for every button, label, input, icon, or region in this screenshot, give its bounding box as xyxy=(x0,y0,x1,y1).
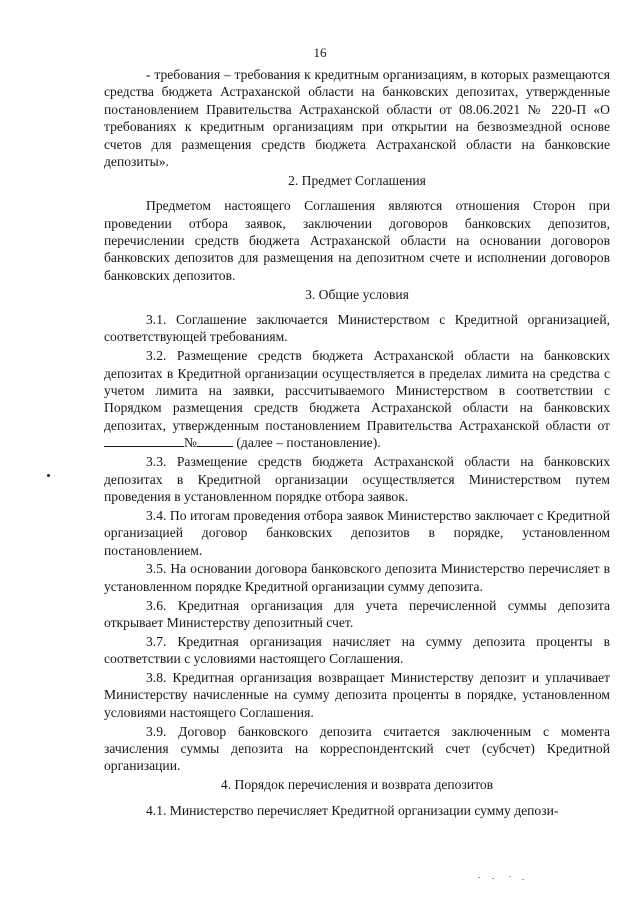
clause-3-8: 3.8. Кредитная организация возвращает Министерству депозит и уплачивает Министерству начисленные на сумму депозита проценты в порядке, установленном условиями настоящего Соглашения. xyxy=(104,669,610,720)
clause-3-4: 3.4. По итогам проведения отбора заявок Министерство заключает с Кредитной организацией договор банковских депозитов в порядке, установленном постановлением. xyxy=(104,507,610,558)
clause-text: 3.2. Размещение средств бюджета Астраханской области на банковских депозитах в Кредитной организации осуществляется в пределах лимита на средства с учетом лимита на заявки, рассчитываемого Министерством в соответствии с Порядком размещения средств бюджета Астраханской области на банковских депозитах, утвержденным постановлением Правительства Астраханской области от xyxy=(104,348,610,433)
clause-3-1: 3.1. Соглашение заключается Министерством с Кредитной организацией, соответствующей требованиям. xyxy=(104,312,610,345)
clause-text: (далее – постановление). xyxy=(232,435,381,451)
clause-3-6: 3.6. Кредитная организация для учета перечисленной суммы депозита открывает Министерству депозитный счет. xyxy=(104,597,610,630)
section-heading: 4. Порядок перечисления и возврата депозитов xyxy=(220,777,494,793)
definition-paragraph: - требования – требования к кредитным организациям, в которых размещаются средства бюджета Астраханской области на банковских депозитах, утвержденные постановлением Правительства Астраханской области от 08.06.2021 № 220-П «О требованиях к кредитным организациям при открытии на безвозмездной основе счетов для размещения средств бюджета Астраханской области на банковские депозиты». xyxy=(104,67,610,170)
clause-3-5: 3.5. На основании договора банковского депозита Министерство перечисляет в установленном порядке Кредитной организации сумму депозита. xyxy=(104,561,610,594)
clause-3-3: 3.3. Размещение средств бюджета Астраханской области на банковских депозитах в Кредитной организации осуществляется Министерством путем проведения в установленном порядке отбора заявок. xyxy=(104,454,610,504)
clause-3-7: 3.7. Кредитная организация начисляет на сумму депозита проценты в соответствии с условиями настоящего Соглашения. xyxy=(104,633,610,667)
scan-artifact xyxy=(478,875,538,881)
margin-mark xyxy=(47,474,50,477)
clause-3-2 xyxy=(104,347,610,451)
subject-paragraph: Предметом настоящего Соглашения являются отношения Сторон при проведении отбора заявок, заключении договоров банковских депозитов, перечислении средств бюджета Астраханской области на основании договоров банковских депозитов для размещения на депозитном счете и исполнении договоров банковских депозитов. xyxy=(104,198,610,283)
number-sign: № xyxy=(184,435,197,451)
document-body xyxy=(104,66,610,819)
section-heading: 3. Общие условия xyxy=(305,286,409,302)
clause-3-9: 3.9. Договор банковского депозита считается заключенным с момента зачисления суммы депозита на корреспондентский счет (субсчет) Кредитной организации. xyxy=(104,723,610,774)
page-number: 16 xyxy=(313,45,327,60)
clause-4-1: 4.1. Министерство перечисляет Кредитной организации сумму депози- xyxy=(146,802,559,818)
blank-number-field xyxy=(197,434,233,447)
blank-date-field xyxy=(104,434,184,447)
section-heading: 2. Предмет Соглашения xyxy=(288,172,426,188)
